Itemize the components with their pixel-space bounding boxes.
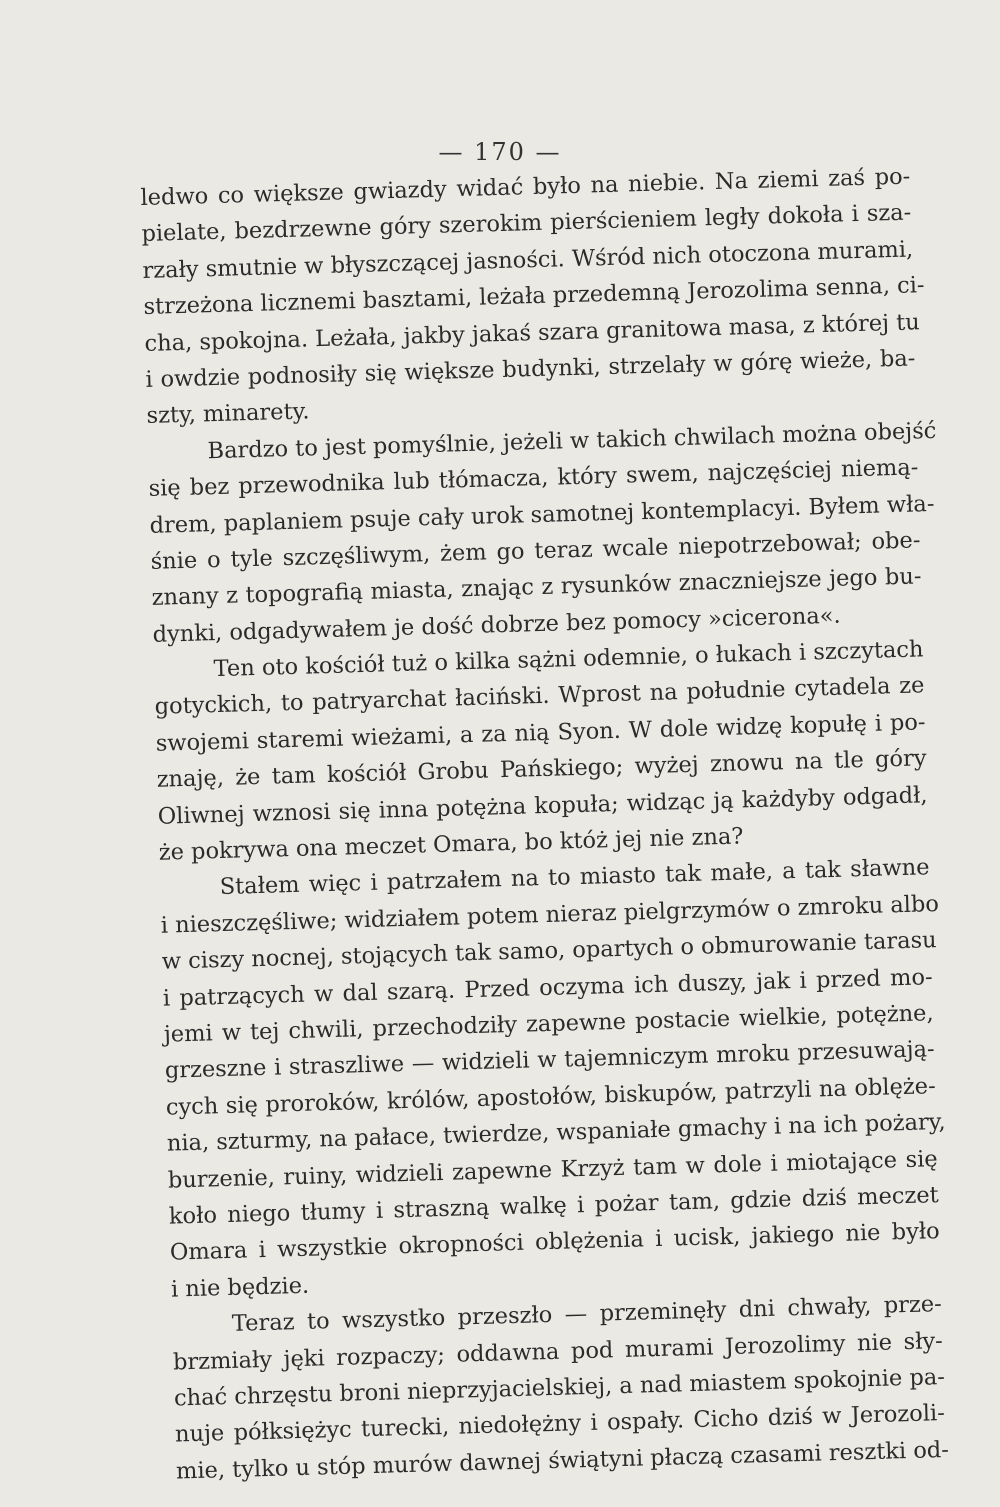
text-line: cha, spokojna. Leżała, jakby jakaś szara granitowa masa, z której tu — [144, 308, 921, 357]
text-line: ledwo co większe gwiazdy widać było na niebie. Na ziemi zaś po- — [140, 163, 911, 211]
text-line: pielate, bezdrzewne góry szerokim pierścieniem legły dokoła i sza- — [141, 199, 912, 248]
text-line: Oliwnej wznosi się inna potężna kopuła; widząc ją każdyby odgadł, — [157, 781, 928, 830]
text-line: się bez przewodnika lub tłómacza, który swem, najczęściej niemą- — [148, 454, 919, 502]
text-line: w ciszy nocnej, stojących tak samo, opartych o obmurowanie tarasu — [161, 927, 937, 975]
text-line: znany z topografią miasta, znając z rysunków znaczniejsze jego bu- — [151, 563, 922, 612]
text-line: rzały smutnie w błyszczącej jasności. Wśród nich otoczona murami, — [142, 236, 914, 284]
text-line: nia, szturmy, na pałace, twierdze, wspaniałe gmachy i na ich pożary, — [166, 1109, 946, 1157]
text-line: Stałem więc i patrzałem na to miasto tak małe, a tak sławne — [219, 854, 930, 901]
text-line: burzenie, ruiny, widzieli zapewne Krzyż tam w dole i miotające się — [167, 1145, 938, 1194]
text-line: szty, minarety. — [146, 398, 310, 430]
text-line: mie, tylko u stóp murów dawnej świątyni płaczą czasami resztki od- — [175, 1436, 950, 1485]
text-line: i nie będzie. — [170, 1272, 310, 1303]
text-line: strzeżona licznemi basztami, leżała przedemną Jerozolima senna, ci- — [143, 272, 925, 321]
text-line: śnie o tyle szczęśliwym, żem go teraz wcale niepotrzebował; obe- — [150, 527, 921, 575]
text-line: nuje półksiężyc turecki, niedołężny i ospały. Cicho dziś w Jerozoli- — [174, 1400, 946, 1448]
text-line: koło niego tłumy i straszną walkę i pożar tam, gdzie dziś meczet — [168, 1182, 940, 1230]
text-line: Bardzo to jest pomyślnie, jeżeli w takich chwilach można obejść — [207, 417, 937, 464]
text-line: grzeszne i straszliwe — widzieli w tajemniczym mroku przesuwają- — [164, 1036, 935, 1085]
text-line: i patrzących w dal szarą. Przed oczyma ich duszy, jak i przed mo- — [162, 963, 933, 1012]
text-line: jemi w tej chwili, przechodziły zapewne postacie wielkie, potężne, — [163, 1000, 934, 1048]
text-line: cych się proroków, królów, apostołów, biskupów, patrzyli na oblęże- — [165, 1072, 936, 1121]
text-line: Teraz to wszystko przeszło — przeminęły dni chwały, prze- — [231, 1291, 943, 1337]
text-line: brzmiały jęki rozpaczy; oddawna pod murami Jerozolimy nie sły- — [172, 1327, 944, 1376]
text-line: drem, paplaniem psuje cały urok samotnej kontemplacyi. Byłem wła- — [149, 490, 935, 539]
text-line: i nieszczęśliwe; widziałem potem nieraz pielgrzymów o zmroku albo — [160, 890, 940, 939]
page-number: — 170 — — [438, 138, 562, 166]
text-line: chać chrzęstu broni nieprzyjacielskiej, a nad miastem spokojnie pa- — [173, 1363, 946, 1412]
text-line: Ten oto kościół tuż o kilka sążni odemnie, o łukach i szczytach — [213, 636, 924, 683]
text-line: znaję, że tam kościół Grobu Pańskiego; wyżej znowu na tle góry — [156, 745, 927, 794]
text-line: Omara i wszystkie okropności oblężenia i ucisk, jakiego nie było — [169, 1218, 941, 1266]
text-line: dynki, odgadywałem je dość dobrze bez pomocy »cicerona«. — [152, 602, 841, 648]
body-text — [140, 159, 950, 1490]
text-line: swojemi staremi wieżami, a za nią Syon. W dole widzę kopułę i po- — [155, 709, 926, 757]
text-line: i owdzie podnosiły się większe budynki, strzelały w górę wieże, ba- — [145, 345, 916, 393]
text-line: gotyckich, to patryarchat łaciński. Wprost na południe cytadela ze — [154, 672, 925, 721]
text-line: że pokrywa ona meczet Omara, bo któż jej nie zna? — [158, 823, 744, 866]
